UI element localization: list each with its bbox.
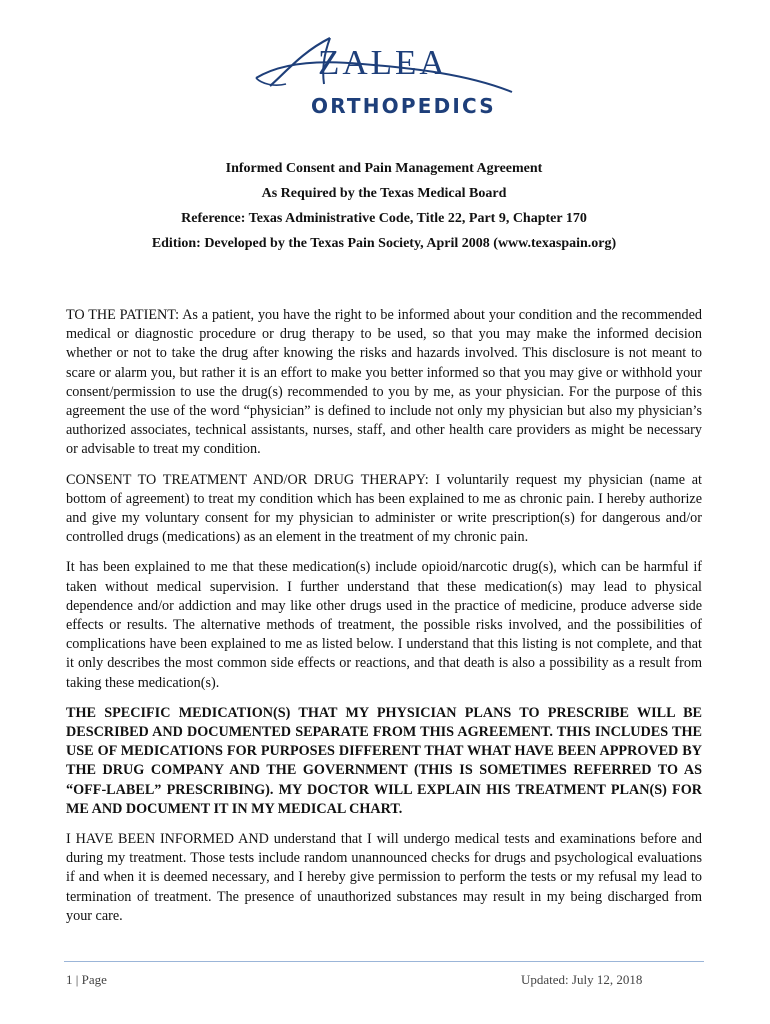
page-number: 1 | Page <box>66 972 107 987</box>
document-reference: Reference: Texas Administrative Code, Title 22, Part 9, Chapter 170 <box>181 211 587 226</box>
logo-wordmark: ZALEA <box>318 43 448 82</box>
azalea-orthopedics-logo <box>252 34 522 124</box>
paragraph-specific-medications: THE SPECIFIC MEDICATION(S) THAT MY PHYSICIAN PLANS TO PRESCRIBE WILL BE DESCRIBED AND DOCUMENTED SEPARATE FROM THIS AGREEMENT. THIS INCLUDES THE USE OF MEDICATIONS FOR PURPOSES DIFFERENT THAT WHAT HAVE BEEN APPROVED BY THE DRUG COMPANY AND THE GOVERNMENT (THIS IS SOMETIMES REFERRED TO AS “OFF-LABEL” PRESCRIBING). MY DOCTOR WILL EXPLAIN HIS TREATMENT PLAN(S) FOR ME AND DOCUMENT IT IN MY MEDICAL CHART. <box>66 704 702 817</box>
paragraph-medical-tests: I HAVE BEEN INFORMED AND understand that I will undergo medical tests and examinations before and during my treatment. Those tests include random unannounced checks for drugs and psychological evaluations if and when it is deemed necessary, and I hereby give permission to perform the tests or my refusal my lead to termination of treatment. The presence of unauthorized substances may result in my being discharged from your care. <box>66 831 702 924</box>
footer-divider <box>64 961 704 962</box>
document-headings <box>66 156 702 256</box>
paragraph-consent-to-treatment: CONSENT TO TREATMENT AND/OR DRUG THERAPY: I voluntarily request my physician (name at bottom of agreement) to treat my condition which has been explained to me as chronic pain. I hereby authorize and give my voluntary consent for my physician to administer or write prescription(s) for dangerous and/or controlled drugs (medications) as an element in the treatment of my chronic pain. <box>66 471 702 546</box>
document-subtitle: As Required by the Texas Medical Board <box>261 186 507 201</box>
document-title: Informed Consent and Pain Management Agreement <box>225 161 543 176</box>
document-edition: Edition: Developed by the Texas Pain Society, April 2008 (www.texaspain.org) <box>151 236 617 251</box>
paragraph-medication-risks: It has been explained to me that these medication(s) include opioid/narcotic drug(s), which can be harmful if taken without medical supervision. I further understand that these medication(s) may lead to physical dependence and/or addiction and may like other drugs used in the practice of medicine, produce adverse side effects or results. The alternative methods of treatment, the possible risks involved, and the possibilities of complications have been explained to me as listed below. I understand that this listing is not complete, and that it only describes the most common side effects or reactions, and that death is also a possibility as a result from taking these medication(s). <box>66 559 702 691</box>
paragraph-to-the-patient: TO THE PATIENT: As a patient, you have the right to be informed about your condition and the recommended medical or diagnostic procedure or drug therapy to be used, so that you may make the informed decision whether or not to take the drug after knowing the risks and hazards involved. This disclosure is not meant to scare or alarm you, but rather it is an effort to make you better informed so that you may give or withhold your consent/permission to use the drug(s) recommended to you by me, as your physician. For the purpose of this agreement the use of the word “physician” is defined to include not only my physician but also my physician’s authorized associates, technical assistants, nurses, staff, and other health care providers as might be necessary or advisable to treat my condition. <box>66 307 702 458</box>
document-body <box>66 306 702 937</box>
updated-date: Updated: July 12, 2018 <box>521 972 643 987</box>
logo-subtitle: ORTHOPEDICS <box>311 94 496 118</box>
